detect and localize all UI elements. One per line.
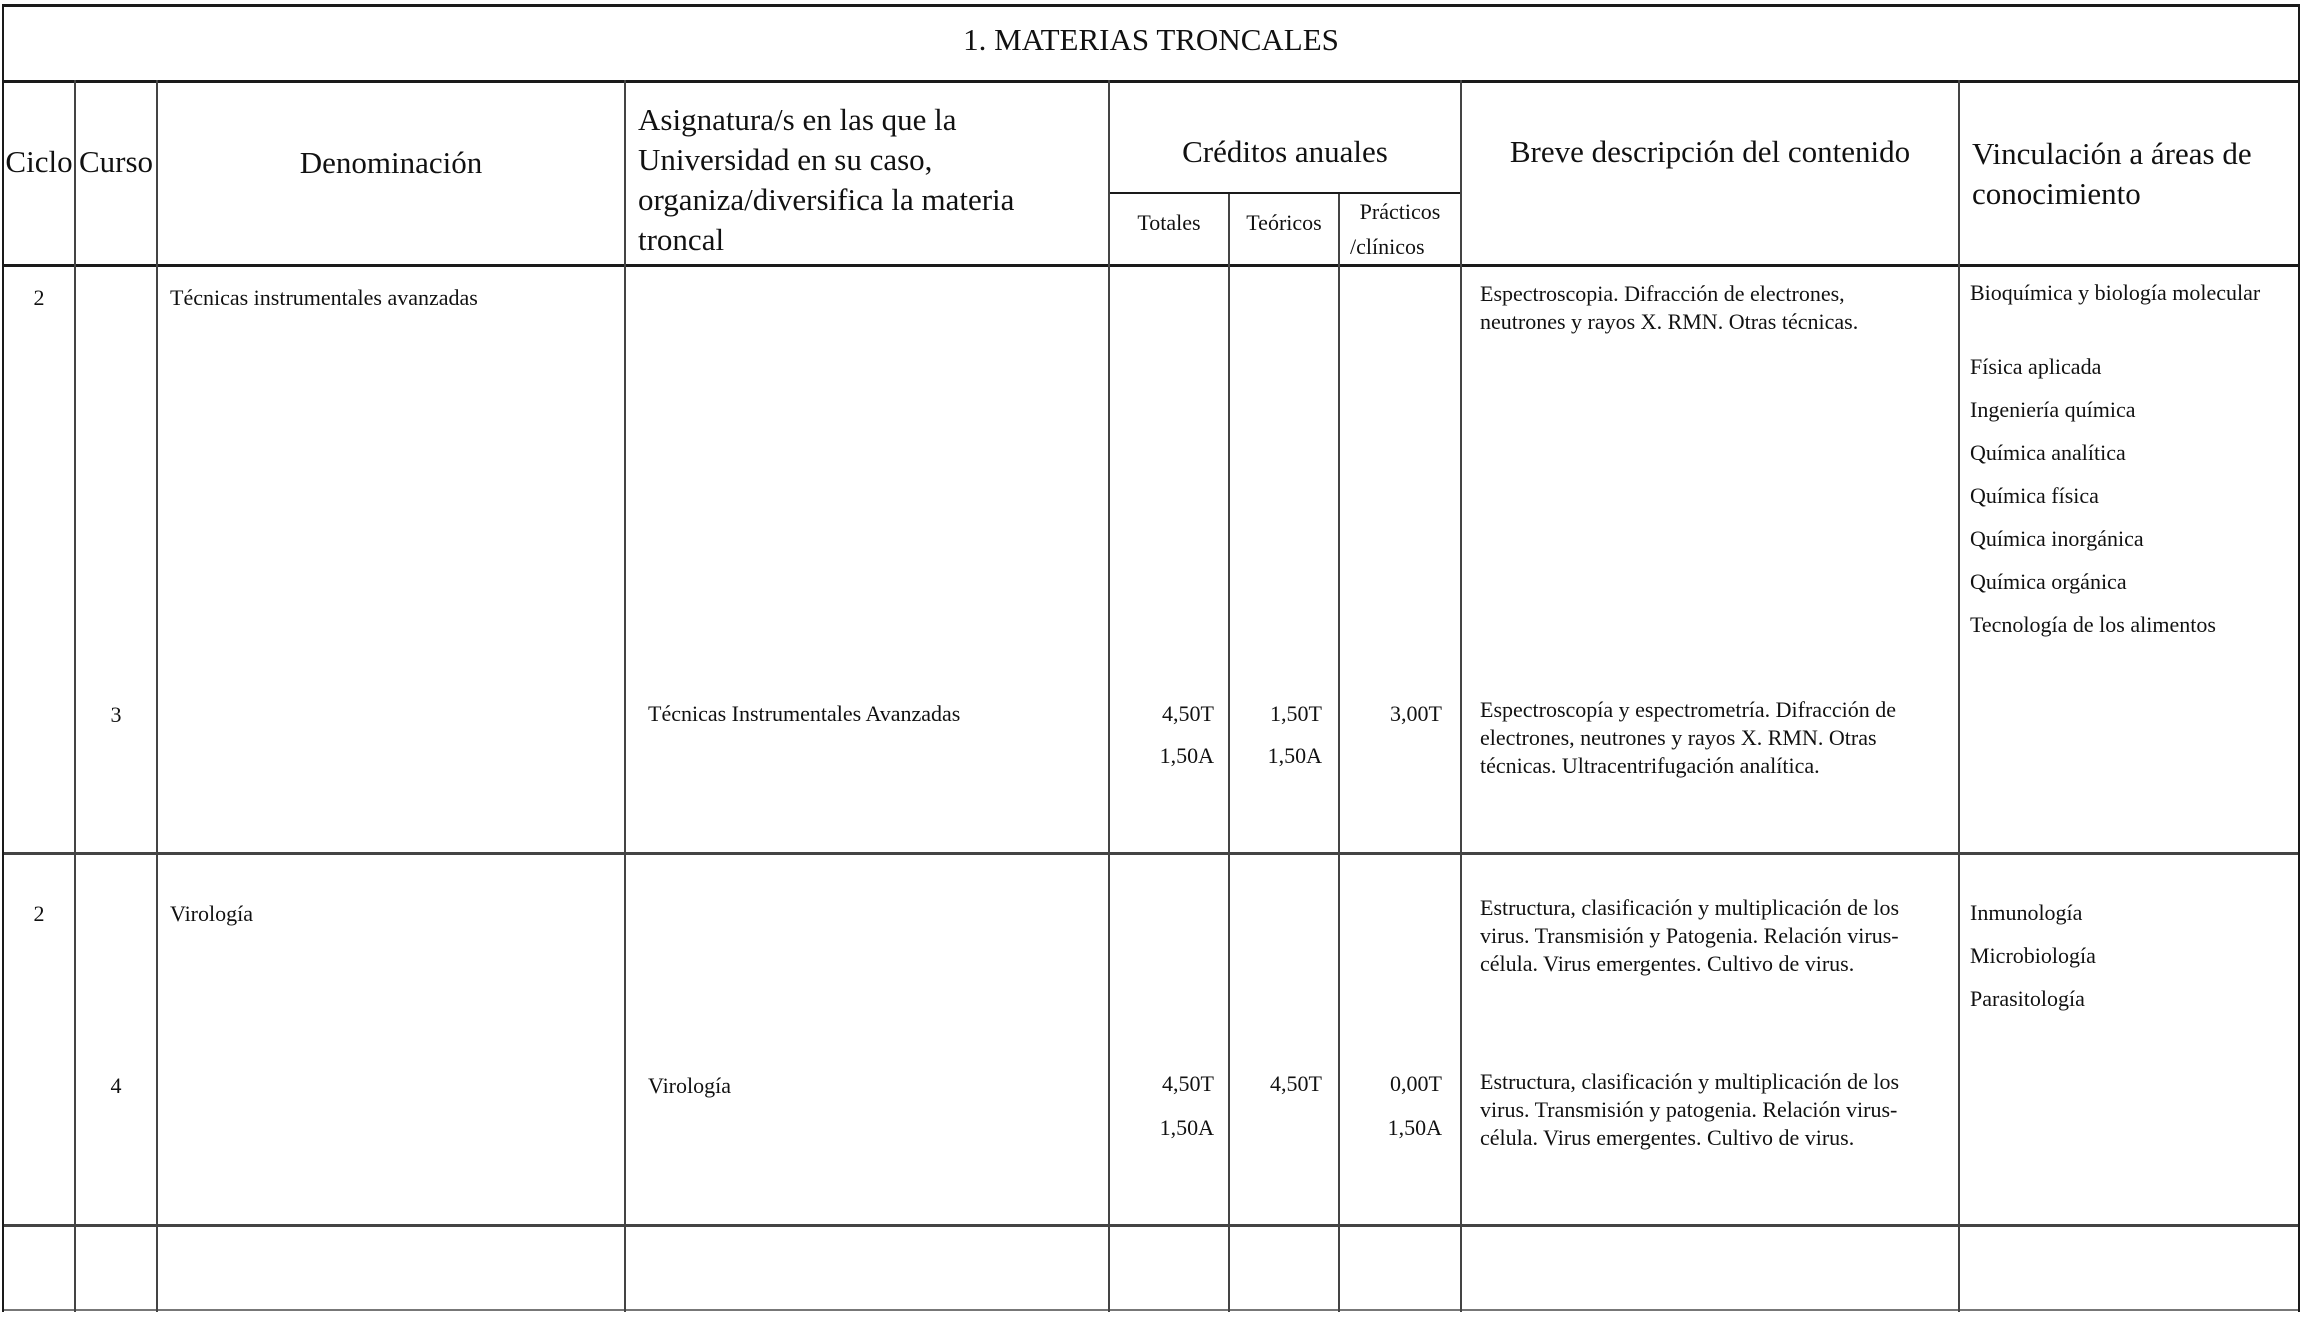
- area-item: Tecnología de los alimentos: [1970, 612, 2216, 637]
- table-title: 1. MATERIAS TRONCALES: [963, 22, 1339, 57]
- creditos-teoricos: 1,50A: [1267, 743, 1322, 768]
- area-item: Química física: [1970, 483, 2099, 508]
- creditos-totales: 1,50A: [1159, 1115, 1214, 1140]
- header-bottom-rule: [2, 264, 2300, 267]
- area-item: Inmunología: [1970, 900, 2083, 925]
- creditos-totales: 4,50T: [1162, 1071, 1214, 1096]
- col-rule-descripcion: [1958, 80, 1960, 1312]
- area-item: Bioquímica y biología molecular: [1970, 280, 2261, 305]
- creditos-teoricos: 4,50T: [1270, 1071, 1322, 1096]
- header-vinculacion: Vinculación a áreas de conocimiento: [1972, 136, 2252, 211]
- creditos-totales: 1,50A: [1159, 743, 1214, 768]
- table-right-rule: [2298, 4, 2300, 1312]
- header-totales: Totales: [1137, 210, 1201, 235]
- header-denominacion: Denominación: [299, 145, 483, 180]
- materia-denominacion: Virología: [170, 901, 253, 926]
- table-bottom-rule: [2, 1309, 2300, 1311]
- row-divider-1: [2, 852, 2300, 855]
- header-ciclo: Ciclo: [5, 144, 73, 179]
- curso-value: 4: [110, 1073, 122, 1098]
- asignatura-descripcion: Estructura, clasificación y multiplicación de los virus. Transmisión y patogenia. Relación virus-célula. Virus emergentes. Cultivo de virus.: [1480, 1069, 1900, 1150]
- header-asignaturas: Asignatura/s en las que la Universidad en su caso, organiza/diversifica la materia troncal: [638, 102, 1015, 257]
- title-bottom-rule: [2, 80, 2300, 83]
- area-item: Parasitología: [1970, 986, 2085, 1011]
- creditos-practicos: 0,00T: [1390, 1071, 1442, 1096]
- area-item: Física aplicada: [1970, 354, 2102, 379]
- asignatura-nombre: Técnicas Instrumentales Avanzadas: [648, 701, 961, 726]
- area-item: Química inorgánica: [1970, 526, 2144, 551]
- header-curso: Curso: [78, 144, 154, 179]
- creditos-totales: 4,50T: [1162, 701, 1214, 726]
- creditos-sub-rule: [1108, 192, 1460, 194]
- row-divider-2: [2, 1224, 2300, 1227]
- ciclo-value: 2: [33, 901, 45, 926]
- area-item: Ingeniería química: [1970, 397, 2136, 422]
- materias-troncales-table: [2, 4, 2300, 1312]
- col-rule-creditos: [1460, 80, 1462, 1312]
- creditos-practicos: 1,50A: [1387, 1115, 1442, 1140]
- col-rule-curso: [156, 80, 158, 1312]
- curso-value: 3: [110, 702, 122, 727]
- table-top-rule: [2, 4, 2300, 7]
- area-item: Química analítica: [1970, 440, 2126, 465]
- creditos-teoricos: 1,50T: [1270, 701, 1322, 726]
- col-rule-ciclo: [74, 80, 76, 1312]
- col-rule-denominacion: [624, 80, 626, 1312]
- asignatura-descripcion: Espectroscopía y espectrometría. Difracción de electrones, neutrones y rayos X. RMN. Otras técnicas. Ultracentrifugación analítica.: [1480, 697, 1896, 778]
- header-creditos: Créditos anuales: [1182, 134, 1388, 169]
- header-teoricos: Teóricos: [1246, 210, 1322, 235]
- materia-descripcion: Espectroscopia. Difracción de electrones, neutrones y rayos X. RMN. Otras técnicas.: [1480, 281, 1859, 334]
- area-item: Microbiología: [1970, 943, 2096, 968]
- header-descripcion: Breve descripción del contenido: [1509, 134, 1911, 169]
- area-item: Química orgánica: [1970, 569, 2127, 594]
- materia-denominacion: Técnicas instrumentales avanzadas: [170, 285, 478, 310]
- ciclo-value: 2: [33, 285, 45, 310]
- materia-descripcion: Estructura, clasificación y multiplicación de los virus. Transmisión y Patogenia. Relación virus-célula. Virus emergentes. Cultivo de virus.: [1480, 895, 1900, 976]
- table-left-rule: [2, 4, 4, 1312]
- creditos-practicos: 3,00T: [1390, 701, 1442, 726]
- header-practicos: Prácticos: [1359, 199, 1441, 224]
- asignatura-nombre: Virología: [648, 1073, 731, 1098]
- header-clinicos: /clínicos: [1350, 234, 1425, 259]
- col-rule-teoricos: [1338, 194, 1340, 1312]
